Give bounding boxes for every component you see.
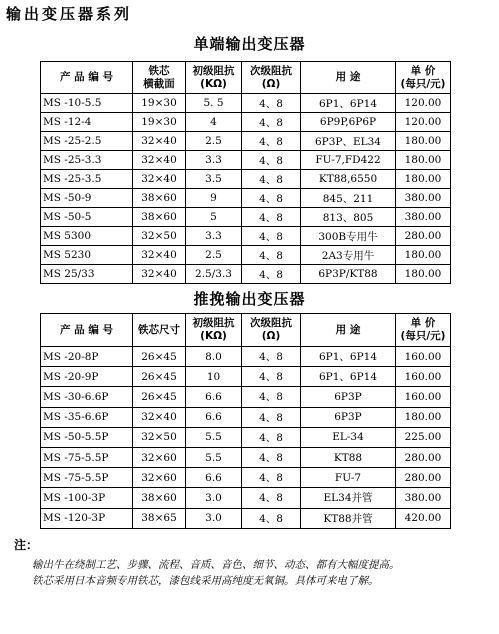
table-row (41, 387, 451, 407)
core-cell: 32×40 (133, 246, 186, 265)
usage-cell: 6P3P (301, 387, 396, 407)
core-cell: 32×40 (133, 151, 186, 170)
price-cell: 420.00 (396, 508, 451, 528)
primary-impedance-cell: 9 (186, 189, 242, 208)
primary-impedance-cell: 2.5 (186, 246, 242, 265)
model-cell: MS -25-3.5 (41, 170, 133, 189)
secondary-impedance-cell: 4、8 (242, 367, 301, 387)
table-row (41, 170, 451, 189)
model-cell: MS 5300 (41, 227, 133, 246)
usage-cell: EL34并管 (301, 488, 396, 508)
core-cell: 38×60 (133, 189, 186, 208)
price-cell: 180.00 (396, 151, 451, 170)
price-cell: 180.00 (396, 170, 451, 189)
core-cell: 26×45 (133, 387, 186, 407)
usage-cell: 6P1、6P14 (301, 367, 396, 387)
usage-cell: KT88 (301, 447, 396, 467)
note-line: 铁芯采用日本音频专用铁芯，漆包线采用高纯度无氧铜。具体可来电了解。 (32, 575, 379, 587)
core-cell: 38×60 (133, 208, 186, 227)
push-pull-spec-table (40, 313, 451, 529)
table-row (41, 113, 451, 132)
header-model: 产 品 编 号 (41, 62, 133, 94)
primary-impedance-cell: 6.6 (186, 407, 242, 427)
core-cell: 26×45 (133, 347, 186, 367)
secondary-impedance-cell: 4、8 (242, 170, 301, 189)
price-cell: 280.00 (396, 227, 451, 246)
core-cell: 38×60 (133, 488, 186, 508)
table-row (41, 265, 451, 284)
core-cell: 32×40 (133, 265, 186, 284)
model-cell: MS -100-3P (41, 488, 133, 508)
secondary-impedance-cell: 4、8 (242, 265, 301, 284)
price-cell: 380.00 (396, 208, 451, 227)
header-core-size: 铁芯尺寸 (133, 314, 186, 347)
price-cell: 180.00 (396, 246, 451, 265)
core-cell: 32×50 (133, 427, 186, 447)
header-price: 单 价 (每只/元) (396, 314, 451, 347)
table-row (41, 151, 451, 170)
model-cell: MS -75-5.5P (41, 468, 133, 488)
single-ended-section-title: 单端输出变压器 (193, 35, 306, 53)
model-cell: MS 5230 (41, 246, 133, 265)
primary-impedance-cell: 5 (186, 208, 242, 227)
secondary-impedance-cell: 4、8 (242, 347, 301, 367)
primary-impedance-cell: 3.3 (186, 227, 242, 246)
model-cell: MS -50-5.5P (41, 427, 133, 447)
price-cell: 280.00 (396, 447, 451, 467)
price-cell: 160.00 (396, 347, 451, 367)
usage-cell: 6P1、6P14 (301, 347, 396, 367)
model-cell: MS -30-6.6P (41, 387, 133, 407)
usage-cell: 6P9P,6P6P (301, 113, 396, 132)
model-cell: MS -50-5 (41, 208, 133, 227)
price-cell: 180.00 (396, 265, 451, 284)
core-cell: 19×30 (133, 113, 186, 132)
secondary-impedance-cell: 4、8 (242, 189, 301, 208)
price-cell: 120.00 (396, 94, 451, 113)
push-pull-section-title: 推挽输出变压器 (193, 290, 306, 308)
secondary-impedance-cell: 4、8 (242, 113, 301, 132)
primary-impedance-cell: 6.6 (186, 387, 242, 407)
primary-impedance-cell: 3.3 (186, 151, 242, 170)
core-cell: 32×50 (133, 227, 186, 246)
secondary-impedance-cell: 4、8 (242, 447, 301, 467)
usage-cell: EL-34 (301, 427, 396, 447)
table-row (41, 246, 451, 265)
price-cell: 180.00 (396, 132, 451, 151)
usage-cell: 6P3P、EL34 (301, 132, 396, 151)
page-title: 输出变压器系列 (6, 5, 133, 23)
core-cell: 19×30 (133, 94, 186, 113)
table-row (41, 447, 451, 467)
header-usage: 用 途 (301, 314, 396, 347)
secondary-impedance-cell: 4、8 (242, 132, 301, 151)
usage-cell: 845、211 (301, 189, 396, 208)
core-cell: 32×40 (133, 407, 186, 427)
primary-impedance-cell: 5.5 (186, 427, 242, 447)
model-cell: MS -20-8P (41, 347, 133, 367)
price-cell: 380.00 (396, 488, 451, 508)
table-row (41, 94, 451, 113)
primary-impedance-cell: 6.6 (186, 468, 242, 488)
usage-cell: 2A3专用牛 (301, 246, 396, 265)
price-cell: 160.00 (396, 367, 451, 387)
table-header-row (41, 314, 451, 347)
secondary-impedance-cell: 4、8 (242, 407, 301, 427)
secondary-impedance-cell: 4、8 (242, 94, 301, 113)
core-cell: 32×40 (133, 132, 186, 151)
table-header-row (41, 62, 451, 94)
secondary-impedance-cell: 4、8 (242, 151, 301, 170)
primary-impedance-cell: 3.0 (186, 508, 242, 528)
secondary-impedance-cell: 4、8 (242, 488, 301, 508)
usage-cell: 300B专用牛 (301, 227, 396, 246)
single-ended-spec-table (40, 61, 451, 284)
core-cell: 26×45 (133, 367, 186, 387)
model-cell: MS 25/33 (41, 265, 133, 284)
price-cell: 180.00 (396, 407, 451, 427)
model-cell: MS -75-5.5P (41, 447, 133, 467)
secondary-impedance-cell: 4、8 (242, 208, 301, 227)
header-model: 产 品 编 号 (41, 314, 133, 347)
header-secondary-impedance: 次级阻抗 (Ω) (242, 62, 301, 94)
core-cell: 32×60 (133, 447, 186, 467)
model-cell: MS -50-9 (41, 189, 133, 208)
primary-impedance-cell: 2.5/3.3 (186, 265, 242, 284)
table-row (41, 427, 451, 447)
header-core: 铁芯 横截面 (133, 62, 186, 94)
secondary-impedance-cell: 4、8 (242, 468, 301, 488)
usage-cell: KT88,6550 (301, 170, 396, 189)
secondary-impedance-cell: 4、8 (242, 427, 301, 447)
primary-impedance-cell: 3.5 (186, 170, 242, 189)
primary-impedance-cell: 10 (186, 367, 242, 387)
price-cell: 280.00 (396, 468, 451, 488)
secondary-impedance-cell: 4、8 (242, 227, 301, 246)
model-cell: MS -10-5.5 (41, 94, 133, 113)
usage-cell: FU-7,FD422 (301, 151, 396, 170)
table-row (41, 488, 451, 508)
header-primary-impedance: 初级阻抗 (KΩ) (186, 62, 242, 94)
model-cell: MS -120-3P (41, 508, 133, 528)
table-row (41, 367, 451, 387)
price-cell: 225.00 (396, 427, 451, 447)
price-cell: 380.00 (396, 189, 451, 208)
usage-cell: 6P3P (301, 407, 396, 427)
primary-impedance-cell: 8.0 (186, 347, 242, 367)
model-cell: MS -20-9P (41, 367, 133, 387)
primary-impedance-cell: 4 (186, 113, 242, 132)
core-cell: 32×60 (133, 468, 186, 488)
note-line: 输出牛在绕制工艺、步骤、流程、音质、音色、细节、动态、都有大幅度提高。 (32, 559, 400, 571)
header-price: 单 价 (每只/元) (396, 62, 451, 94)
notes-label: 注： (14, 538, 39, 552)
secondary-impedance-cell: 4、8 (242, 387, 301, 407)
model-cell: MS -35-6.6P (41, 407, 133, 427)
usage-cell: KT88并管 (301, 508, 396, 528)
core-cell: 38×65 (133, 508, 186, 528)
table-row (41, 407, 451, 427)
primary-impedance-cell: 2.5 (186, 132, 242, 151)
usage-cell: FU-7 (301, 468, 396, 488)
price-cell: 160.00 (396, 387, 451, 407)
header-secondary-impedance: 次级阻抗 (Ω) (242, 314, 301, 347)
model-cell: MS -12-4 (41, 113, 133, 132)
header-usage: 用 途 (301, 62, 396, 94)
primary-impedance-cell: 3.0 (186, 488, 242, 508)
usage-cell: 813、805 (301, 208, 396, 227)
table-row (41, 227, 451, 246)
primary-impedance-cell: 5.5 (186, 447, 242, 467)
table-row (41, 208, 451, 227)
secondary-impedance-cell: 4、8 (242, 508, 301, 528)
table-row (41, 508, 451, 528)
usage-cell: 6P3P/KT88 (301, 265, 396, 284)
core-cell: 32×40 (133, 170, 186, 189)
model-cell: MS -25-3.3 (41, 151, 133, 170)
table-row (41, 468, 451, 488)
primary-impedance-cell: 5. 5 (186, 94, 242, 113)
table-row (41, 347, 451, 367)
header-primary-impedance: 初级阻抗 (KΩ) (186, 314, 242, 347)
secondary-impedance-cell: 4、8 (242, 246, 301, 265)
table-row (41, 189, 451, 208)
model-cell: MS -25-2.5 (41, 132, 133, 151)
price-cell: 120.00 (396, 113, 451, 132)
table-row (41, 132, 451, 151)
usage-cell: 6P1、6P14 (301, 94, 396, 113)
